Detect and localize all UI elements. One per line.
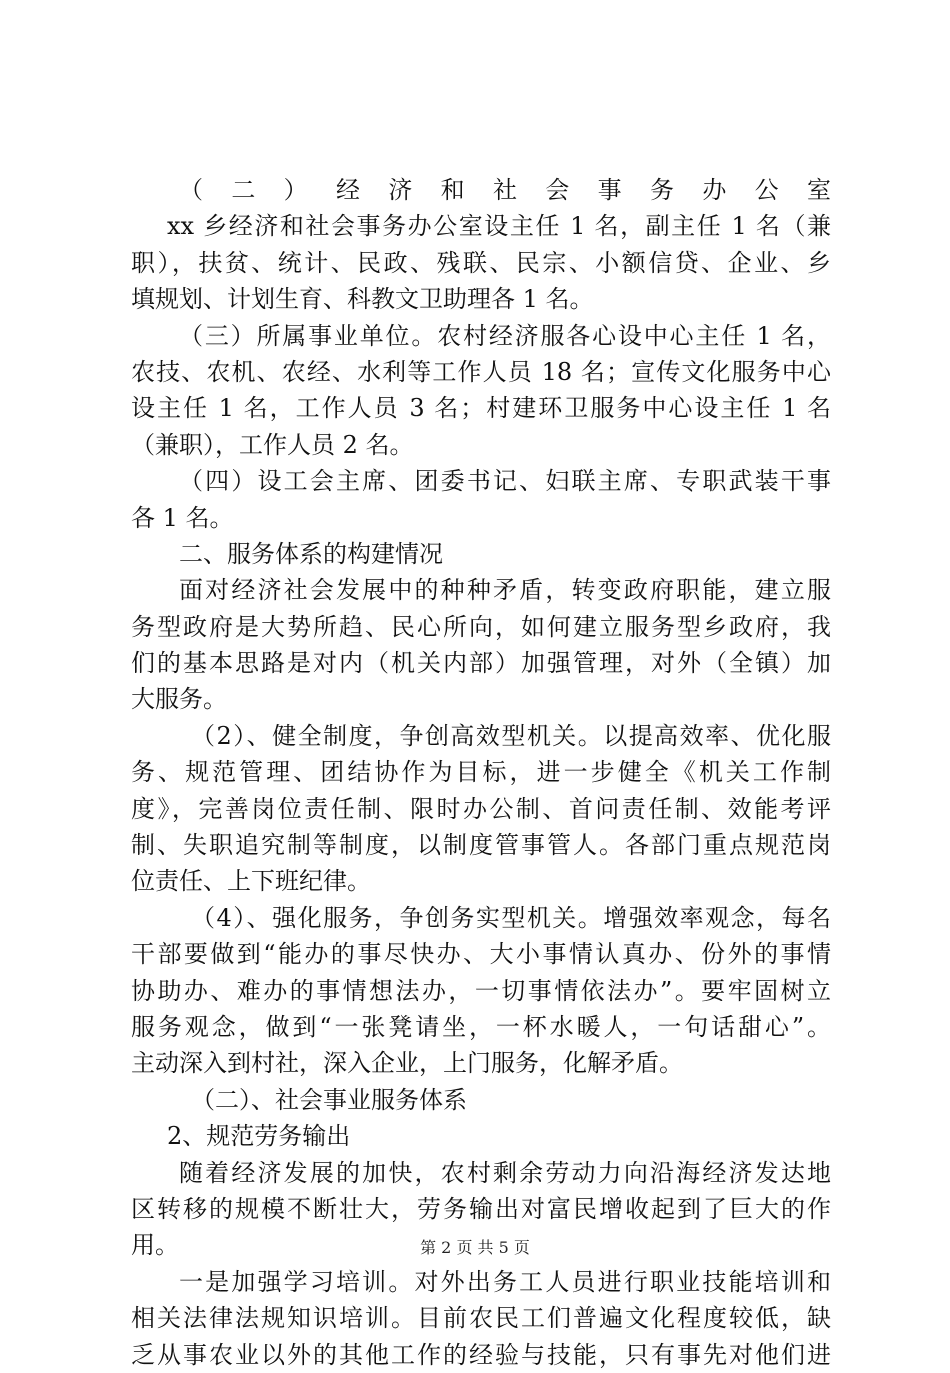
- paragraph-line: 乏从事农业以外的其他工作的经验与技能，只有事先对他们进: [131, 1340, 831, 1369]
- paragraph-line: 服务观念，做到“一张凳请坐，一杯水暖人，一句话甜心”。: [131, 1012, 831, 1041]
- paragraph-line: 填规划、计划生育、科教文卫助理各 1 名。: [131, 285, 594, 314]
- paragraph-line: 位责任、上下班纪律。: [131, 867, 371, 896]
- paragraph-line: 用。: [131, 1231, 179, 1260]
- paragraph-line: 相关法律法规知识培训。目前农民工们普遍文化程度较低，缺: [131, 1304, 831, 1333]
- paragraph-line: 职），扶贫、统计、民政、残联、民宗、小额信贷、企业、乡: [131, 248, 831, 277]
- paragraph-line: （四）设工会主席、团委书记、妇联主席、专职武装干事: [179, 467, 831, 496]
- paragraph-line: （4）、强化服务，争创务实型机关。增强效率观念，每名: [191, 903, 831, 932]
- paragraph-line: （三）所属事业单位。农村经济服各心设中心主任 1 名，: [179, 321, 831, 350]
- paragraph-line: 干部要做到“能办的事尽快办、大小事情认真办、份外的事情: [131, 940, 831, 969]
- paragraph-line: 们的基本思路是对内（机关内部）加强管理，对外（全镇）加: [131, 649, 831, 678]
- page-number-footer: 第 2 页 共 5 页: [420, 1238, 530, 1257]
- paragraph-line: 度》，完善岗位责任制、限时办公制、首问责任制、效能考评: [131, 794, 831, 823]
- paragraph-line: 面对经济社会发展中的种种矛盾，转变政府职能，建立服: [179, 576, 831, 605]
- paragraph-line: 随着经济发展的加快，农村剩余劳动力向沿海经济发达地: [179, 1158, 831, 1187]
- paragraph-line: （兼职），工作人员 2 名。: [131, 430, 414, 459]
- paragraph-line: （2）、健全制度，争创高效型机关。以提高效率、优化服: [191, 721, 831, 750]
- paragraph-line: 主动深入到村社，深入企业，上门服务，化解矛盾。: [131, 1049, 683, 1078]
- section-heading: （二）、社会事业服务体系: [191, 1085, 467, 1114]
- paragraph-line: xx 乡经济和社会事务办公室设主任 1 名，副主任 1 名（兼: [167, 212, 831, 241]
- paragraph-line: 务型政府是大势所趋、民心所向，如何建立服务型乡政府，我: [131, 612, 831, 641]
- paragraph-line: 一是加强学习培训。对外出务工人员进行职业技能培训和: [179, 1267, 831, 1296]
- paragraph-line: 大服务。: [131, 685, 227, 714]
- paragraph-line: 各 1 名。: [131, 503, 234, 532]
- paragraph-line: 设主任 1 名，工作人员 3 名；村建环卫服务中心设主任 1 名: [131, 394, 831, 423]
- paragraph-line: 农技、农机、农经、水利等工作人员 18 名；宣传文化服务中心: [131, 357, 831, 386]
- document-body: [131, 172, 831, 1373]
- paragraph-line: 制、失职追究制等制度，以制度管事管人。各部门重点规范岗: [131, 831, 831, 860]
- paragraph-line: 协助办、难办的事情想法办，一切事情依法办”。要牢固树立: [131, 976, 831, 1005]
- section-heading: 二、服务体系的构建情况: [179, 539, 443, 568]
- section-heading: （二）经济和社会事务办公室: [179, 176, 831, 204]
- paragraph-line: 务、规范管理、团结协作为目标，进一步健全《机关工作制: [131, 758, 831, 787]
- section-heading: 2、规范劳务输出: [167, 1122, 351, 1151]
- paragraph-line: 区转移的规模不断壮大，劳务输出对富民增收起到了巨大的作: [131, 1194, 831, 1223]
